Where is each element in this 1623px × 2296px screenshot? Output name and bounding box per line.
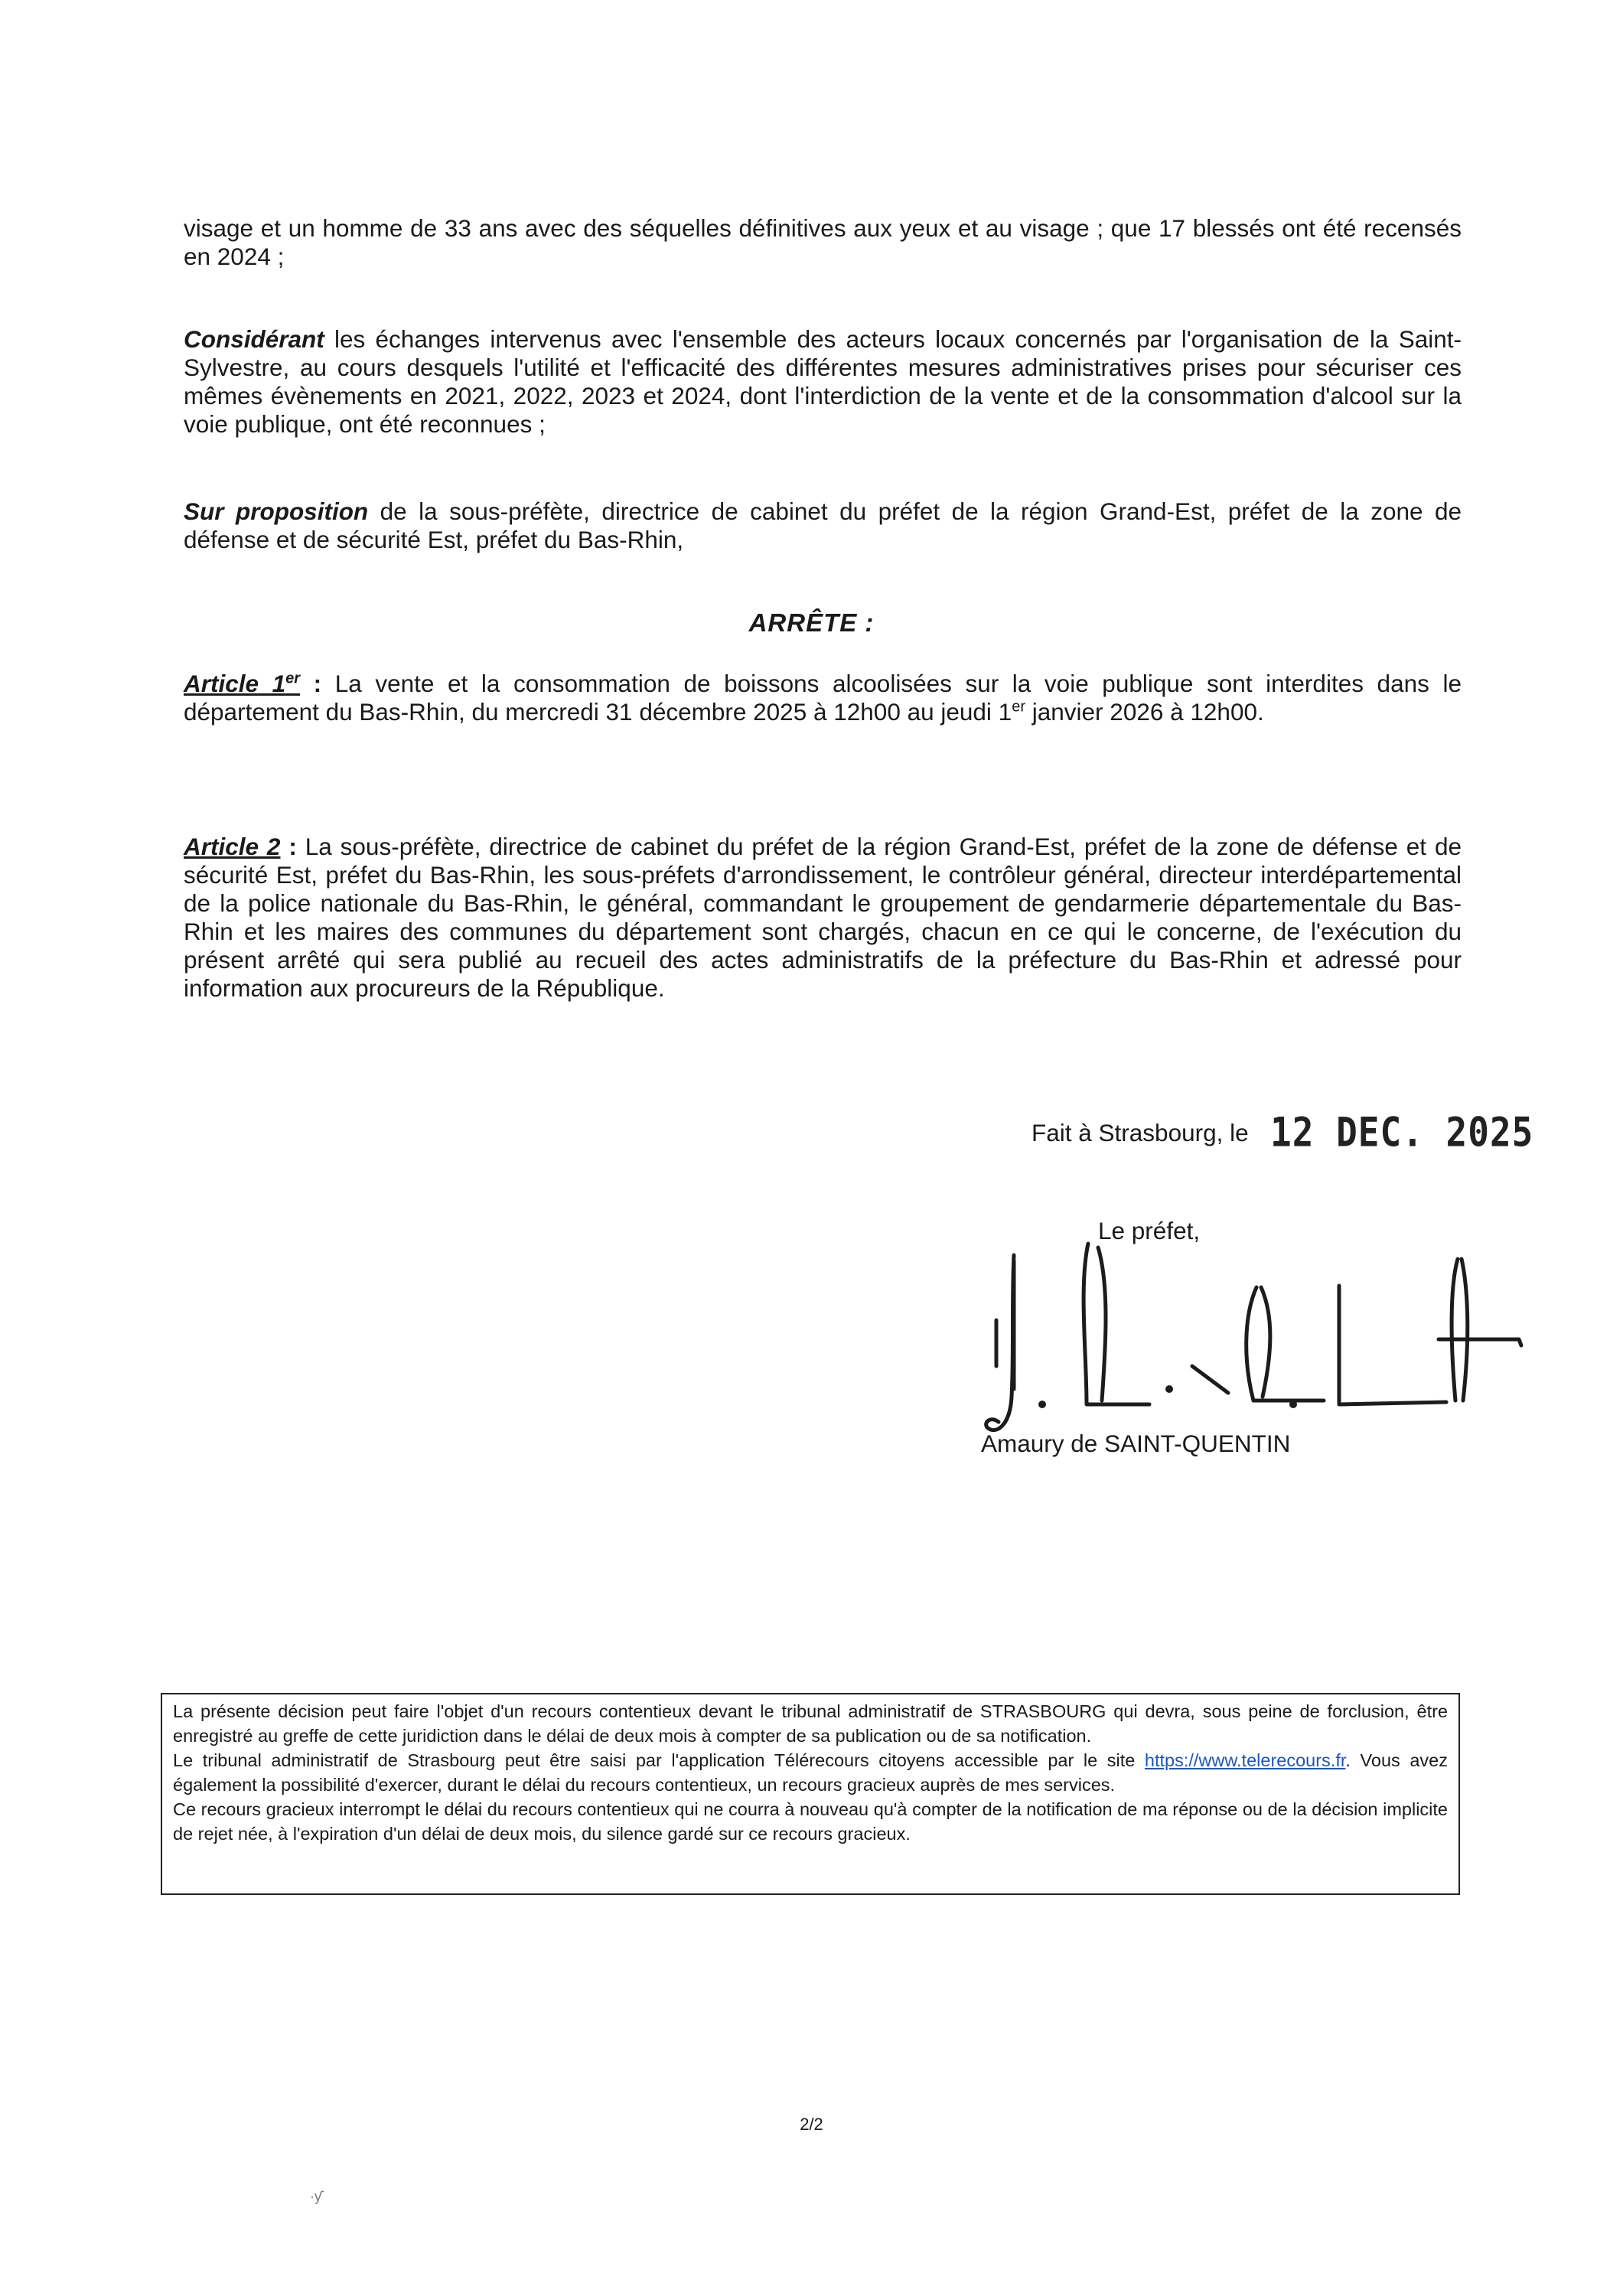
victims-text: visage et un homme de 33 ans avec des séquelles définitives aux yeux et au visage ; que 17 blessés ont été recensés en 2024 ; — [184, 214, 1462, 270]
notice-p2-before-link: Le tribunal administratif de Strasbourg peut être saisi par l'application Télérecours citoyens accessible par le site — [173, 1750, 1145, 1770]
notice-paragraph-1: La présente décision peut faire l'objet d'un recours contentieux devant le tribunal administratif de STRASBOURG qui devra, sous peine de forclusion, être enregistré au greffe de cette juridiction dans le délai de deux mois à compter de sa publication ou de sa notification. — [173, 1701, 1448, 1746]
article-1-text-b: janvier 2026 à 12h00. — [1025, 698, 1264, 726]
considerant-paragraph — [184, 325, 1462, 439]
handwritten-signature — [972, 1240, 1538, 1454]
victims-paragraph — [184, 214, 1462, 271]
proposition-text: de la sous-préfète, directrice de cabinet du préfet de la région Grand-Est, préfet de la zone de défense et de sécurité Est, préfet du Bas-Rhin, — [184, 497, 1462, 553]
article-2-text: La sous-préfète, directrice de cabinet du préfet de la région Grand-Est, préfet de la zone de défense et de sécurité Est, préfet du Bas-Rhin, les sous-préfets d'arrondissement, le contrôleur général, directeur interdépartemental de la police nationale du Bas-Rhin, le général, commandant le groupement de gendarmerie départementale du Bas-Rhin et les maires des communes du département sont chargés, chacun en ce qui le concerne, de l'exécution du présent arrêté qui sera publié au recueil des actes administratifs de la préfecture du Bas-Rhin et adressé pour information aux procureurs de la République. — [184, 833, 1462, 1002]
signatory-name: Amaury de SAINT-QUENTIN — [981, 1430, 1291, 1457]
article-1-label-sup: er — [285, 670, 301, 687]
page-number: 2/2 — [800, 2115, 823, 2134]
proposition-lead: Sur proposition — [184, 497, 369, 525]
article-2 — [184, 833, 1462, 1003]
signatory-title: Le préfet, — [1098, 1217, 1201, 1244]
article-2-sep: : — [280, 833, 305, 860]
date-stamp: 12 DEC. 2025 — [1270, 1107, 1534, 1156]
article-1-label-text: Article 1 — [184, 670, 286, 697]
notice-paragraph-3: Ce recours gracieux interrompt le délai du recours contentieux qui ne courra à nouveau qu'à compter de la notification de ma réponse ou de la décision implicite de rejet née, à l'expiration d'un délai de deux mois, du silence gardé sur ce recours gracieux. — [173, 1799, 1448, 1844]
article-1-text-sup: er — [1012, 698, 1025, 716]
notice-paragraph-2 — [173, 1748, 1448, 1797]
article-1-text-a: La vente et la consommation de boissons alcoolisées sur la voie publique sont interdites dans le département du Bas-Rhin, du mercredi 31 décembre 2025 à 12h00 au jeudi 1 — [184, 670, 1462, 726]
telerecours-link[interactable]: https://www.telerecours.fr — [1144, 1750, 1346, 1770]
signature-place-date: Fait à Strasbourg, le — [1031, 1119, 1249, 1146]
considerant-lead: Considérant — [184, 325, 324, 353]
notice-p2-after-link: . Vous avez également la possibilité d'exercer, durant le délai du recours contentieux, un recours gracieux auprès de mes services. — [173, 1750, 1448, 1795]
scan-mark: ·ƴ — [310, 2189, 321, 2204]
article-1-label — [184, 670, 300, 697]
decision-heading: ARRÊTE : — [748, 608, 875, 637]
proposition-paragraph — [184, 497, 1462, 554]
legal-notice-box — [161, 1693, 1460, 1895]
article-1 — [184, 670, 1462, 726]
article-2-label: Article 2 — [184, 833, 281, 860]
considerant-text: les échanges intervenus avec l'ensemble des acteurs locaux concernés par l'organisation de la Saint-Sylvestre, au cours desquels l'utilité et l'efficacité des différentes mesures administratives prises pour sécuriser ces mêmes évènements en 2021, 2022, 2023 et 2024, dont l'interdiction de la vente et de la consommation d'alcool sur la voie publique, ont été reconnues ; — [184, 325, 1462, 438]
article-1-sep: : — [300, 670, 335, 697]
